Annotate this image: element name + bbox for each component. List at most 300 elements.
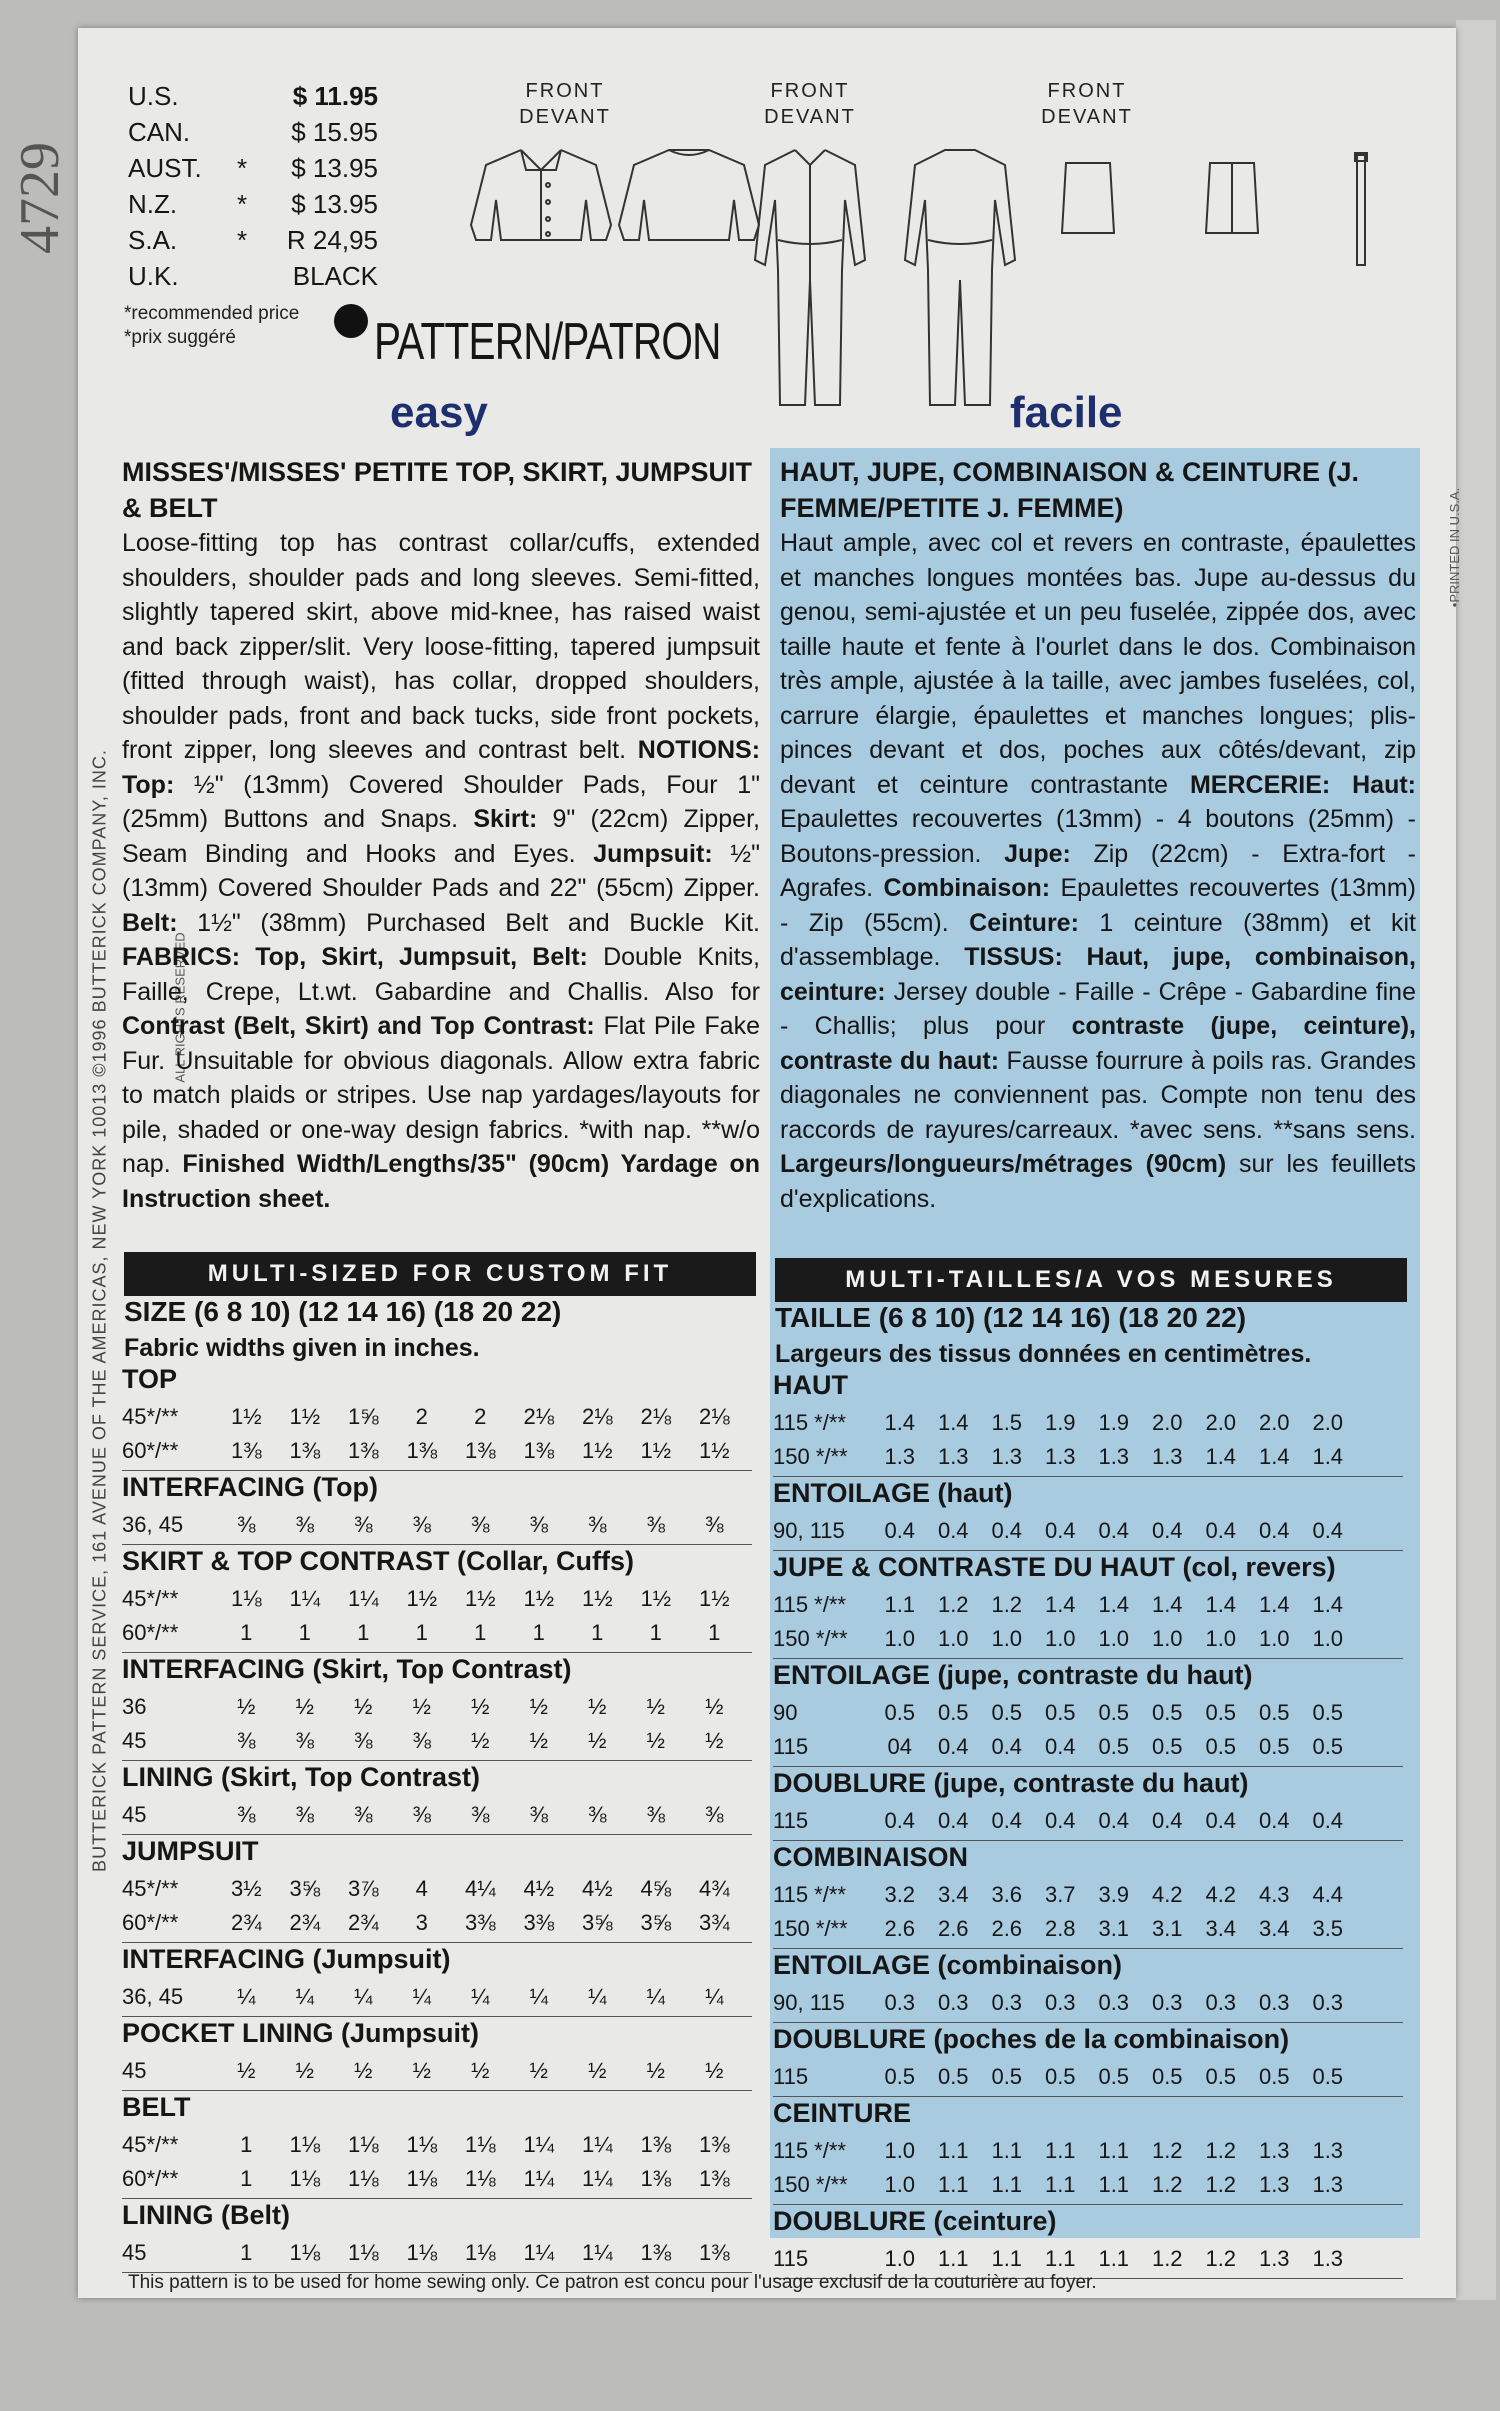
yardage-cell: 4.2 (1205, 1882, 1237, 1907)
row-fabric-width: 45 (122, 1802, 147, 1827)
yardage-cell: ½ (588, 2058, 607, 2083)
yardage-cell: 0.3 (884, 1990, 916, 2015)
yardage-cell: 3.7 (1044, 1882, 1076, 1907)
yardage-cell: 3¾ (698, 1910, 730, 1935)
yardage-cell: ¼ (412, 1984, 431, 2009)
yardage-cell: 1⅜ (523, 1438, 555, 1463)
yardage-cell: ½ (412, 2058, 431, 2083)
yardage-cell: 1 (240, 2166, 253, 2191)
yardage-cell: 1⅜ (230, 1438, 262, 1463)
yardage-cell: 1½ (698, 1438, 730, 1463)
yardage-cell: 1.9 (1098, 1410, 1130, 1435)
yardage-cell: 1⅛ (230, 1586, 262, 1611)
price-row: U.K. BLACK (128, 260, 378, 291)
yardage-cell: ½ (354, 1694, 373, 1719)
home-sewing-footer: This pattern is to be used for home sewing only. Ce patron est concu pour l'usage exclusif de la couturière au foyer. (128, 2272, 1097, 2293)
section-divider (773, 2096, 1403, 2097)
top-front-sketch (466, 140, 616, 250)
yardage-cell: 1.3 (1258, 2172, 1290, 2197)
top-back-sketch (614, 140, 764, 250)
yardage-cell: 1⅝ (347, 1404, 379, 1429)
fr-section-title: DOUBLURE (poches de la combinaison) (773, 2024, 1290, 2054)
yardage-cell: ½ (471, 1728, 490, 1753)
yardage-cell: ¼ (237, 1984, 256, 2009)
section-divider (773, 2204, 1403, 2205)
english-heading: MISSES'/MISSES' PETITE TOP, SKIRT, JUMPSUIT & BELT (122, 457, 752, 523)
yardage-cell: 1.3 (1044, 1444, 1076, 1469)
table-row (122, 2054, 752, 2088)
yardage-cell: 4 (415, 1876, 428, 1901)
price-row: S.A. * R 24,95 (128, 224, 378, 255)
row-fabric-width: 45 (122, 2058, 147, 2083)
row-fabric-width: 150 */** (773, 1916, 848, 1941)
yardage-cell: 0.5 (1151, 1734, 1183, 1759)
yardage-cell: 0.5 (1098, 1700, 1130, 1725)
price-row: N.Z. * $ 13.95 (128, 188, 378, 219)
yardage-cell: 3⅜ (523, 1910, 555, 1935)
yardage-cell: ⅜ (588, 1802, 607, 1827)
table-row (122, 1872, 752, 1906)
table-row (122, 1690, 752, 1724)
section-divider (773, 1476, 1403, 1477)
yardage-cell: 1.0 (1258, 1626, 1290, 1651)
yardage-cell: 1½ (289, 1404, 321, 1429)
yardage-cell: 0.3 (991, 1990, 1023, 2015)
section-divider (773, 1766, 1403, 1767)
french-heading: HAUT, JUPE, COMBINAISON & CEINTURE (J. FEMME/PETITE J. FEMME) (780, 457, 1360, 523)
yardage-cell: 1.0 (1098, 1626, 1130, 1651)
fr-section-title: JUPE & CONTRASTE DU HAUT (col, revers) (773, 1552, 1336, 1582)
en-section-title: POCKET LINING (Jumpsuit) (122, 2018, 479, 2048)
yardage-cell: 1½ (464, 1586, 496, 1611)
yardage-cell: 0.4 (937, 1734, 969, 1759)
yardage-cell: 1.2 (1151, 2246, 1183, 2271)
yardage-cell: 1.1 (884, 1592, 916, 1617)
yardage-cell: 1⅛ (347, 2166, 379, 2191)
yardage-cell: 1 (240, 2132, 253, 2157)
section-divider (122, 1942, 752, 1943)
yardage-cell: 1.4 (1151, 1592, 1183, 1617)
yardage-cell: ⅜ (295, 1802, 314, 1827)
section-divider (122, 2016, 752, 2017)
yardage-cell: 0.5 (1205, 1700, 1237, 1725)
yardage-cell: 1⅛ (464, 2132, 496, 2157)
yardage-cell: 1.0 (884, 2172, 916, 2197)
yardage-cell: ½ (646, 2058, 665, 2083)
section-divider (773, 1658, 1403, 1659)
table-row (773, 2168, 1403, 2202)
table-row (773, 1406, 1403, 1440)
yardage-cell: 0.3 (1151, 1990, 1183, 2015)
yardage-cell: 1.3 (1312, 2138, 1344, 2163)
yardage-cell: 3⅝ (289, 1876, 321, 1901)
yardage-cell: ½ (412, 1694, 431, 1719)
table-row (773, 1440, 1403, 1474)
yardage-cell: 1¼ (523, 2240, 555, 2265)
yardage-cell: 0.4 (1098, 1808, 1130, 1833)
yardage-cell: 0.4 (1312, 1518, 1344, 1543)
yardage-cell: 0.4 (884, 1518, 916, 1543)
yardage-cell: 1.4 (1258, 1592, 1290, 1617)
table-row (773, 1514, 1403, 1548)
yardage-cell: 1.2 (1151, 2172, 1183, 2197)
yardage-cell: 1.9 (1044, 1410, 1076, 1435)
yardage-cell: 1 (357, 1620, 370, 1645)
section-divider (773, 1550, 1403, 1551)
yardage-cell: 1.4 (1098, 1592, 1130, 1617)
yardage-cell: 0.3 (1258, 1990, 1290, 2015)
row-fabric-width: 115 (773, 2064, 809, 2089)
table-row (122, 2162, 752, 2196)
price-list (128, 78, 378, 294)
yardage-cell: 1½ (581, 1586, 613, 1611)
printed-in-usa: •PRINTED IN U.S.A. (1447, 487, 1463, 608)
yardage-cell: 2.0 (1258, 1410, 1290, 1435)
yardage-cell: 2.6 (884, 1916, 916, 1941)
yardage-cell: ½ (529, 2058, 548, 2083)
en-section-title: TOP (122, 1364, 178, 1394)
yardage-cell: ⅜ (237, 1802, 256, 1827)
yardage-cell: 0.5 (1258, 1700, 1290, 1725)
yardage-cell: 0.5 (1312, 1700, 1344, 1725)
yardage-cell: ½ (295, 1694, 314, 1719)
yardage-cell: 1.1 (1098, 2172, 1130, 2197)
row-fabric-width: 45*/** (122, 2132, 179, 2157)
yardage-cell: 1⅛ (464, 2166, 496, 2191)
yardage-cell: 0.5 (1151, 1700, 1183, 1725)
yardage-cell: ⅜ (529, 1802, 548, 1827)
yardage-cell: 0.5 (1098, 1734, 1130, 1759)
yardage-cell: 0.3 (1044, 1990, 1076, 2015)
yardage-cell: ½ (705, 2058, 724, 2083)
yardage-cell: ⅜ (354, 1802, 373, 1827)
yardage-cell: 0.4 (991, 1734, 1023, 1759)
fr-section-title: DOUBLURE (ceinture) (773, 2206, 1057, 2236)
yardage-cell: 0.5 (1098, 2064, 1130, 2089)
table-row (773, 2134, 1403, 2168)
sketch-label-jumpsuit: FRONT DEVANT (764, 80, 856, 128)
row-fabric-width: 45 (122, 1728, 147, 1753)
row-fabric-width: 115 (773, 1808, 809, 1833)
yardage-cell: 1⅛ (289, 2240, 321, 2265)
sketch-label-skirt: FRONT DEVANT (1041, 80, 1133, 128)
yardage-cell: 1.0 (884, 1626, 916, 1651)
yardage-cell: 1⅛ (406, 2166, 438, 2191)
yardage-cell: 1.3 (1312, 2246, 1344, 2271)
section-divider (773, 1948, 1403, 1949)
recommended-price-note: *recommended price *prix suggéré (124, 303, 300, 348)
yardage-cell: 0.3 (1098, 1990, 1130, 2015)
yardage-cell: ⅜ (588, 1512, 607, 1537)
size-header-english: SIZE (6 8 10) (12 14 16) (18 20 22) (124, 1296, 562, 1327)
en-section-title: SKIRT & TOP CONTRAST (Collar, Cuffs) (122, 1546, 635, 1576)
yardage-cell: 1.1 (1098, 2138, 1130, 2163)
yardage-cell: 1 (474, 1620, 487, 1645)
yardage-cell: 0.4 (1098, 1518, 1130, 1543)
yardage-cell: 0.5 (1258, 2064, 1290, 2089)
yardage-cell: 1.4 (1205, 1592, 1237, 1617)
yardage-cell: 1⅛ (406, 2132, 438, 2157)
yardage-cell: 1⅜ (640, 2240, 672, 2265)
yardage-cell: 0.5 (1312, 1734, 1344, 1759)
english-description: MISSES'/MISSES' PETITE TOP, SKIRT, JUMPSUIT & BELT Loose-fitting top has contrast collar/cuffs, extended shoulders, shoulder pads and long sleeves. Semi-fitted, slightly tapered skirt, above mid-knee, has raised waist and back zipper/slit. Very loose-fitting, tapered jumpsuit (fitted through waist), has collar, dropped shoulders, shoulder pads, front and back tucks, side front pockets, front zipper, long sleeves and contrast belt. NOTIONS: Top: ½" (13mm) Covered Shoulder Pads, Four 1" (25mm) Buttons and Snaps. Skirt: 9" (22cm) Zipper, Seam Binding and Hooks and Eyes. Jumpsuit: ½" (13mm) Covered Shoulder Pads and 22" (55cm) Zipper. Belt: 1½" (38mm) Purchased Belt and Buckle Kit. FABRICS: Top, Skirt, Jumpsuit, Belt: Double Knits, Faille, Crepe, Lt.wt. Gabardine and Challis. Also for Contrast (Belt, Skirt) and Top Contrast: Flat Pile Fake Fur. Unsuitable for obvious diagonals. Allow extra fabric to match plaids or stripes. Use nap yardages/layouts for pile, shaded or one-way design fabrics. *with nap. **w/o nap. Finished Width/Lengths/35" (90cm) Yardage on Instruction sheet. (122, 454, 760, 1216)
yardage-cell: 0.4 (1044, 1808, 1076, 1833)
yardage-cell: 1.1 (1044, 2172, 1076, 2197)
yardage-cell: 2.8 (1044, 1916, 1076, 1941)
yardage-cell: 1⅛ (464, 2240, 496, 2265)
yardage-cell: 2 (415, 1404, 428, 1429)
row-fabric-width: 60*/** (122, 2166, 179, 2191)
yardage-cell: ¼ (705, 1984, 724, 2009)
yardage-cell: 1.2 (1151, 2138, 1183, 2163)
yardage-cell: 1 (415, 1620, 428, 1645)
row-fabric-width: 45 (122, 2240, 147, 2265)
yardage-cell: ½ (354, 2058, 373, 2083)
yardage-cell: 0.4 (1205, 1808, 1237, 1833)
yardage-cell: ¼ (588, 1984, 607, 2009)
yardage-cell: 1¼ (289, 1586, 321, 1611)
yardage-cell: 1.4 (937, 1410, 969, 1435)
yardage-cell: 1.1 (991, 2138, 1023, 2163)
yardage-cell: 4¼ (464, 1876, 496, 1901)
skirt-back-sketch (1202, 158, 1262, 238)
yardage-cell: 0.5 (937, 1700, 969, 1725)
yardage-cell: ½ (705, 1694, 724, 1719)
yardage-cell: 0.5 (884, 2064, 916, 2089)
yardage-cell: 2.0 (1312, 1410, 1344, 1435)
yardage-cell: ¼ (529, 1984, 548, 2009)
yardage-cell: ⅜ (646, 1802, 665, 1827)
yardage-cell: 3.9 (1098, 1882, 1130, 1907)
table-row (773, 2242, 1403, 2276)
publisher-address: BUTTERICK PATTERN SERVICE, 161 AVENUE OF THE AMERICAS, NEW YORK 10013 ©1996 BUTTERICK COMPANY, INC. (89, 749, 110, 1872)
yardage-cell: 0.4 (937, 1518, 969, 1543)
row-fabric-width: 90 (773, 1700, 798, 1725)
yardage-cell: ⅜ (412, 1728, 431, 1753)
yardage-cell: 3.5 (1312, 1916, 1344, 1941)
yardage-cell: ⅜ (237, 1512, 256, 1537)
yardage-cell: 1½ (581, 1438, 613, 1463)
yardage-cell: 1¼ (523, 2132, 555, 2157)
yardage-cell: 0.4 (1205, 1518, 1237, 1543)
yardage-cell: 1.4 (884, 1410, 916, 1435)
yardage-cell: 1 (240, 1620, 253, 1645)
yardage-cell: ⅜ (412, 1512, 431, 1537)
yardage-cell: 3.4 (1205, 1916, 1237, 1941)
yardage-cell: 1.1 (991, 2172, 1023, 2197)
yardage-cell: ⅜ (354, 1512, 373, 1537)
yardage-cell: 0.5 (1312, 2064, 1344, 2089)
fr-section-title: CEINTURE (773, 2098, 912, 2128)
yardage-cell: 1.2 (991, 1592, 1023, 1617)
yardage-cell: ⅜ (295, 1728, 314, 1753)
yardage-cell: 0.4 (937, 1808, 969, 1833)
yardage-cell: 0.4 (1258, 1808, 1290, 1833)
section-divider (122, 1652, 752, 1653)
yardage-cell: 1.0 (937, 1626, 969, 1651)
yardage-cell: 0.5 (991, 2064, 1023, 2089)
table-row (773, 1986, 1403, 2020)
fr-section-title: DOUBLURE (jupe, contraste du haut) (773, 1768, 1249, 1798)
yardage-cell: 3.4 (1258, 1916, 1290, 1941)
yardage-cell: ⅜ (354, 1728, 373, 1753)
yardage-cell: 1.0 (1044, 1626, 1076, 1651)
yardage-cell: 1⅜ (698, 2240, 730, 2265)
fabric-widths-note-fr: Largeurs des tissus données en centimètres. (775, 1340, 1312, 1368)
table-row (122, 1434, 752, 1468)
yardage-cell: 1.3 (991, 1444, 1023, 1469)
yardage-cell: 0.4 (884, 1808, 916, 1833)
yardage-cell: 4¾ (698, 1876, 730, 1901)
section-divider (773, 1840, 1403, 1841)
yardage-cell: 1.0 (1205, 1626, 1237, 1651)
sketch-label-top: FRONT DEVANT (519, 80, 611, 128)
yardage-cell: 2¾ (289, 1910, 321, 1935)
yardage-cell: 1.2 (1205, 2138, 1237, 2163)
row-fabric-width: 115 */** (773, 2138, 846, 2163)
yardage-cell: 0.5 (937, 2064, 969, 2089)
yardage-cell: 1⅛ (289, 2132, 321, 2157)
yardage-cell: 4½ (581, 1876, 613, 1901)
easy-label: easy (390, 388, 488, 437)
yardage-cell: 1 (240, 2240, 253, 2265)
en-section-title: LINING (Belt) (122, 2200, 290, 2230)
yardage-cell: 3 (415, 1910, 428, 1935)
yardage-cell: 1½ (523, 1586, 555, 1611)
yardage-cell: 1 (298, 1620, 311, 1645)
yardage-cell: 1¼ (347, 1586, 379, 1611)
bullet-dot-icon (334, 304, 368, 338)
yardage-cell: 0.3 (937, 1990, 969, 2015)
yardage-cell: 2¾ (347, 1910, 379, 1935)
yardage-cell: 1½ (698, 1586, 730, 1611)
yardage-cell: 0.4 (1258, 1518, 1290, 1543)
table-row (773, 1622, 1403, 1656)
yardage-cell: 1.0 (884, 2246, 916, 2271)
yardage-cell: 1⅜ (289, 1438, 321, 1463)
yardage-cell: ¼ (471, 1984, 490, 2009)
yardage-cell: 1½ (406, 1586, 438, 1611)
row-fabric-width: 150 */** (773, 1444, 848, 1469)
jumpsuit-back-sketch (900, 140, 1020, 410)
yardage-cell: 1.2 (937, 1592, 969, 1617)
row-fabric-width: 45*/** (122, 1876, 179, 1901)
yardage-cell: 1.1 (937, 2172, 969, 2197)
belt-sketch (1352, 150, 1372, 270)
yardage-cell: 1 (708, 1620, 721, 1645)
table-row (773, 1912, 1403, 1946)
yardage-cell: 1.3 (937, 1444, 969, 1469)
banner-french: MULTI-TAILLES/A VOS MESURES (775, 1258, 1407, 1302)
yardage-cell: 1.3 (1312, 2172, 1344, 2197)
table-row (773, 1878, 1403, 1912)
yardage-cell: 1.1 (937, 2246, 969, 2271)
section-divider (122, 1470, 752, 1471)
price-row: AUST. * $ 13.95 (128, 152, 378, 183)
yardage-cell: 2⅛ (640, 1404, 672, 1429)
facile-label: facile (1010, 388, 1123, 437)
yardage-cell: 4⅝ (640, 1876, 672, 1901)
yardage-cell: 0.4 (991, 1808, 1023, 1833)
yardage-cell: 1¼ (581, 2166, 613, 2191)
yardage-cell: 0.5 (1151, 2064, 1183, 2089)
yardage-cell: 1.3 (1151, 1444, 1183, 1469)
table-row (773, 2060, 1403, 2094)
yardage-cell: 1 (532, 1620, 545, 1645)
yardage-cell: 1⅜ (698, 2166, 730, 2191)
yardage-cell: ½ (705, 1728, 724, 1753)
yardage-cell: ⅜ (529, 1512, 548, 1537)
yardage-cell: 1.4 (1258, 1444, 1290, 1469)
table-row (122, 2236, 752, 2270)
yardage-cell: ¼ (295, 1984, 314, 2009)
table-row (122, 1582, 752, 1616)
yardage-cell: ½ (295, 2058, 314, 2083)
yardage-cell: 3⅝ (581, 1910, 613, 1935)
yardage-cell: 1⅜ (640, 2166, 672, 2191)
yardage-cell: 3½ (230, 1876, 262, 1901)
yardage-cell: 0.5 (1205, 2064, 1237, 2089)
fr-section-title: ENTOILAGE (jupe, contraste du haut) (773, 1660, 1253, 1690)
yardage-cell: 2.6 (991, 1916, 1023, 1941)
yardage-cell: 1.3 (1098, 1444, 1130, 1469)
section-divider (122, 1834, 752, 1835)
yardage-cell: 1.1 (1044, 2246, 1076, 2271)
yardage-cell: 0.3 (1312, 1990, 1344, 2015)
table-row (122, 1508, 752, 1542)
table-row (122, 1798, 752, 1832)
yardage-cell: 4½ (523, 1876, 555, 1901)
en-section-title: INTERFACING (Jumpsuit) (122, 1944, 451, 1974)
fr-section-title: HAUT (773, 1370, 848, 1400)
section-divider (122, 1544, 752, 1545)
yardage-cell: 1¼ (581, 2240, 613, 2265)
yardage-cell: 3⅝ (640, 1910, 672, 1935)
yardage-cell: 1.4 (1312, 1444, 1344, 1469)
yardage-cell: ¼ (646, 1984, 665, 2009)
yardage-cell: ⅜ (412, 1802, 431, 1827)
table-row (773, 1804, 1403, 1838)
table-row (773, 1730, 1403, 1764)
row-fabric-width: 36, 45 (122, 1984, 184, 2009)
fr-section-title: ENTOILAGE (combinaison) (773, 1950, 1123, 1980)
yardage-cell: ½ (471, 1694, 490, 1719)
yardage-cell: 3.2 (884, 1882, 916, 1907)
yardage-cell: ¼ (354, 1984, 373, 2009)
row-fabric-width: 60*/** (122, 1620, 179, 1645)
row-fabric-width: 60*/** (122, 1910, 179, 1935)
yardage-cell: ½ (646, 1694, 665, 1719)
yardage-cell: 0.4 (1044, 1518, 1076, 1543)
table-row (122, 1980, 752, 2014)
row-fabric-width: 150 */** (773, 2172, 848, 2197)
en-section-title: INTERFACING (Skirt, Top Contrast) (122, 1654, 572, 1684)
envelope-edge (1456, 20, 1496, 2300)
yardage-cell: 3.1 (1098, 1916, 1130, 1941)
yardage-cell: 4.4 (1312, 1882, 1344, 1907)
table-row (122, 2128, 752, 2162)
yardage-cell: 1.1 (1098, 2246, 1130, 2271)
yardage-cell: 1.0 (1312, 1626, 1344, 1651)
table-row (773, 1696, 1403, 1730)
fr-section-title: ENTOILAGE (haut) (773, 1478, 1013, 1508)
yardage-cell: 0.5 (884, 1700, 916, 1725)
yardage-cell: ⅜ (705, 1512, 724, 1537)
pattern-number: 4729 (9, 142, 71, 254)
yardage-cell: 1.1 (937, 2138, 969, 2163)
yardage-cell: 1⅜ (640, 2132, 672, 2157)
yardage-cell: 0.3 (1205, 1990, 1237, 2015)
